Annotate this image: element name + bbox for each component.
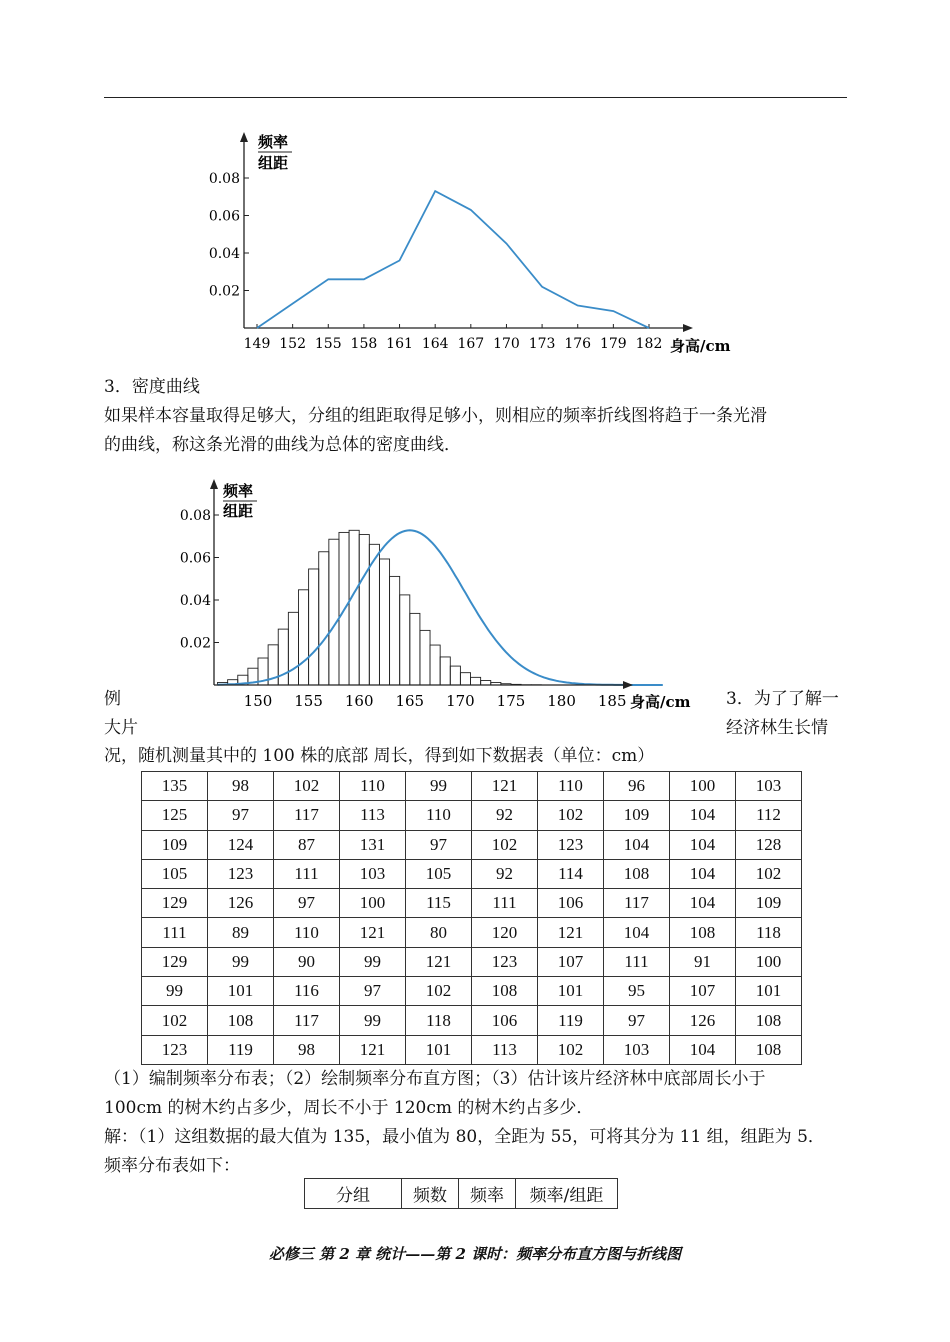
page-footer: 必修三 第 2 章 统计——第 2 课时：频率分布直方图与折线图 (268, 1245, 682, 1263)
table-cell: 116 (274, 977, 340, 1006)
table-cell: 118 (406, 1006, 472, 1035)
example-left-2: 大片 (104, 718, 138, 738)
table-cell: 109 (736, 889, 802, 918)
chart2-ytick-label: 0.04 (179, 593, 211, 609)
table-row (142, 801, 802, 830)
table-cell: 128 (736, 830, 802, 859)
table-cell: 123 (538, 830, 604, 859)
chart2-xunit: 身高/cm (630, 693, 691, 711)
chart1-xtick-label: 167 (457, 336, 485, 352)
freq-header-frequency-per-width: 频率/组距 (516, 1179, 618, 1209)
table-cell: 102 (472, 830, 538, 859)
table-row (142, 1006, 802, 1035)
table-cell: 110 (274, 918, 340, 947)
chart2-histogram-bar (349, 530, 359, 685)
table-cell: 104 (670, 859, 736, 888)
table-cell: 111 (142, 918, 208, 947)
table-cell: 118 (736, 918, 802, 947)
table-cell: 107 (670, 977, 736, 1006)
header-rule (104, 97, 847, 98)
chart1-ytick-label: 0.08 (208, 171, 240, 187)
chart2-histogram-bar (390, 576, 400, 685)
table-cell: 100 (736, 947, 802, 976)
table-cell: 114 (538, 859, 604, 888)
table-cell: 97 (604, 1006, 670, 1035)
table-cell: 112 (736, 801, 802, 830)
table-cell: 99 (340, 1006, 406, 1035)
chart1-xtick-label: 176 (564, 336, 592, 352)
table-cell: 98 (208, 772, 274, 801)
chart1-xtick-label: 155 (314, 336, 342, 352)
chart2-histogram-bar (410, 613, 420, 685)
chart2-histogram-bar (379, 559, 389, 685)
table-cell: 91 (670, 947, 736, 976)
chart1-xtick-label: 179 (599, 336, 627, 352)
density-histogram-svg (165, 475, 705, 715)
chart2-histogram-bar (481, 681, 491, 685)
table-cell: 121 (340, 1035, 406, 1064)
table-cell: 119 (538, 1006, 604, 1035)
chart2-histogram-bar (440, 657, 450, 685)
chart2-histogram-bar (298, 590, 308, 685)
table-cell: 131 (340, 830, 406, 859)
table-cell: 108 (736, 1035, 802, 1064)
table-cell: 120 (472, 918, 538, 947)
chart1-xtick-label: 152 (279, 336, 307, 352)
table-cell: 97 (406, 830, 472, 859)
chart2-ylabel-top: 频率 (223, 482, 254, 500)
table-cell: 108 (604, 859, 670, 888)
table-cell: 117 (604, 889, 670, 918)
table-row (142, 947, 802, 976)
solution-line-2: 频率分布表如下： (104, 1156, 240, 1176)
chart1-xtick-label: 149 (243, 336, 271, 352)
table-cell: 104 (670, 830, 736, 859)
table-cell: 102 (406, 977, 472, 1006)
question-line-2: 100cm 的树木约占多少，周长不小于 120cm 的树木约占多少． (104, 1098, 594, 1118)
chart2-histogram-bar (329, 539, 339, 685)
table-cell: 123 (208, 859, 274, 888)
table-cell: 100 (670, 772, 736, 801)
table-cell: 102 (142, 1006, 208, 1035)
chart2-x-axis-arrow (623, 681, 633, 689)
table-cell: 92 (472, 801, 538, 830)
chart1-xtick-label: 173 (528, 336, 556, 352)
table-cell: 103 (604, 1035, 670, 1064)
table-cell: 108 (736, 1006, 802, 1035)
table-cell: 117 (274, 801, 340, 830)
chart1-xtick-label: 170 (493, 336, 520, 352)
table-cell: 106 (472, 1006, 538, 1035)
table-cell: 124 (208, 830, 274, 859)
chart1-x-axis-arrow (683, 324, 693, 332)
table-cell: 129 (142, 947, 208, 976)
chart2-xtick-label: 170 (446, 692, 475, 710)
table-cell: 104 (670, 1035, 736, 1064)
table-cell: 104 (604, 830, 670, 859)
chart1-xtick-label: 182 (635, 336, 663, 352)
table-cell: 121 (538, 918, 604, 947)
table-cell: 102 (736, 859, 802, 888)
table-cell: 113 (340, 801, 406, 830)
chart1-xtick-label: 161 (386, 336, 413, 352)
chart1-xtick-label: 164 (421, 336, 449, 352)
chart2-histogram-bar (319, 552, 329, 685)
section3-title: 3．密度曲线 (104, 377, 200, 397)
table-cell: 123 (472, 947, 538, 976)
table-cell: 108 (208, 1006, 274, 1035)
chart2-histogram-bar (400, 595, 410, 685)
table-cell: 102 (274, 772, 340, 801)
frequency-distribution-table-header (304, 1178, 618, 1209)
chart2-histogram-bar (359, 535, 369, 685)
chart2-histogram-bar (450, 666, 460, 685)
chart2-ytick-label: 0.06 (179, 550, 211, 567)
table-cell: 95 (604, 977, 670, 1006)
table-cell: 99 (340, 947, 406, 976)
table-cell: 110 (340, 772, 406, 801)
table-cell: 105 (142, 859, 208, 888)
example-right-2: 经济林生长情 (726, 718, 828, 738)
table-cell: 104 (670, 889, 736, 918)
chart1-ylabel-top: 频率 (258, 133, 289, 151)
table-cell: 110 (538, 772, 604, 801)
table-cell: 126 (670, 1006, 736, 1035)
table-cell: 110 (406, 801, 472, 830)
chart1-y-axis-arrow (240, 132, 248, 142)
freq-header-group: 分组 (305, 1179, 402, 1209)
chart2-y-axis-arrow (210, 479, 218, 489)
chart2-ytick-label: 0.08 (179, 508, 211, 524)
frequency-polygon-chart (200, 128, 745, 358)
table-cell: 101 (538, 977, 604, 1006)
table-cell: 101 (736, 977, 802, 1006)
table-row (142, 772, 802, 801)
table-cell: 102 (538, 1035, 604, 1064)
chart1-ytick-label: 0.06 (208, 208, 240, 225)
chart1-ytick-label: 0.04 (208, 246, 240, 262)
chart1-xtick-label: 158 (350, 336, 378, 352)
table-cell: 90 (274, 947, 340, 976)
question-line-1: （1）编制频率分布表；（2）绘制频率分布直方图；（3）估计该片经济林中底部周长小于 (104, 1069, 766, 1089)
table-cell: 107 (538, 947, 604, 976)
table-cell: 105 (406, 859, 472, 888)
table-cell: 109 (142, 830, 208, 859)
chart1-ytick-label: 0.02 (208, 283, 240, 300)
solution-line-1: 解：（1）这组数据的最大值为 135，最小值为 80，全距为 55，可将其分为 11 组，组距为 5． (104, 1127, 825, 1147)
section3-paragraph-line2: 的曲线，称这条光滑的曲线为总体的密度曲线． (104, 435, 461, 455)
chart2-ytick-label: 0.02 (179, 635, 211, 652)
table-cell: 80 (406, 918, 472, 947)
chart1-series-line (257, 191, 649, 328)
table-cell: 99 (142, 977, 208, 1006)
table-row (142, 1035, 802, 1064)
example-left-1: 例 (104, 689, 121, 709)
table-cell: 108 (472, 977, 538, 1006)
table-cell: 99 (208, 947, 274, 976)
section3-paragraph-line1: 如果样本容量取得足够大，分组的组距取得足够小，则相应的频率折线图将趋于一条光滑 (104, 406, 767, 426)
chart2-xtick-label: 175 (496, 692, 526, 710)
chart2-xtick-label: 180 (547, 692, 576, 710)
table-row (142, 977, 802, 1006)
table-row (142, 859, 802, 888)
frequency-polygon-svg (200, 128, 745, 358)
table-cell: 126 (208, 889, 274, 918)
table-cell: 104 (604, 918, 670, 947)
table-cell: 117 (274, 1006, 340, 1035)
table-cell: 109 (604, 801, 670, 830)
table-row (142, 830, 802, 859)
table-cell: 97 (274, 889, 340, 918)
table-cell: 101 (406, 1035, 472, 1064)
table-cell: 111 (472, 889, 538, 918)
chart2-histogram-bar (460, 673, 470, 685)
table-cell: 100 (340, 889, 406, 918)
table-cell: 87 (274, 830, 340, 859)
chart1-ylabel-bottom: 组距 (258, 154, 289, 172)
freq-header-frequency: 频率 (459, 1179, 516, 1209)
table-cell: 96 (604, 772, 670, 801)
table-cell: 101 (208, 977, 274, 1006)
chart2-xtick-label: 155 (294, 692, 323, 710)
freq-header-count: 频数 (402, 1179, 459, 1209)
table-cell: 111 (274, 859, 340, 888)
chart2-xtick-label: 165 (395, 692, 425, 710)
table-cell: 123 (142, 1035, 208, 1064)
table-cell: 92 (472, 859, 538, 888)
table-cell: 98 (274, 1035, 340, 1064)
chart2-xtick-label: 160 (344, 692, 374, 710)
chart2-ylabel-bottom: 组距 (223, 502, 254, 520)
table-cell: 97 (208, 801, 274, 830)
table-cell: 97 (340, 977, 406, 1006)
chart2-histogram-bar (420, 630, 430, 685)
table-cell: 89 (208, 918, 274, 947)
table-cell: 119 (208, 1035, 274, 1064)
table-cell: 113 (472, 1035, 538, 1064)
table-cell: 135 (142, 772, 208, 801)
example-right-1: 3．为了了解一 (726, 689, 839, 709)
chart2-histogram-bar (471, 677, 481, 685)
chart2-histogram-bar (288, 612, 298, 685)
table-cell: 99 (406, 772, 472, 801)
table-cell: 121 (340, 918, 406, 947)
chart2-xtick-label: 185 (597, 692, 627, 710)
table-cell: 111 (604, 947, 670, 976)
table-cell: 115 (406, 889, 472, 918)
table-cell: 103 (736, 772, 802, 801)
circumference-data-table (141, 771, 802, 1065)
table-cell: 125 (142, 801, 208, 830)
table-cell: 102 (538, 801, 604, 830)
density-histogram-chart (165, 475, 705, 715)
table-row (142, 889, 802, 918)
table-cell: 108 (670, 918, 736, 947)
chart2-histogram-bar (430, 645, 440, 685)
chart2-xtick-label: 150 (243, 692, 273, 710)
chart2-histogram-bar (309, 569, 319, 685)
table-cell: 121 (472, 772, 538, 801)
table-cell: 121 (406, 947, 472, 976)
table-cell: 106 (538, 889, 604, 918)
chart1-xunit: 身高/cm (670, 337, 731, 355)
example-line-3: 况，随机测量其中的 100 株的底部 周长，得到如下数据表（单位：cm） (104, 746, 655, 766)
table-row (142, 918, 802, 947)
table-cell: 103 (340, 859, 406, 888)
table-cell: 129 (142, 889, 208, 918)
table-cell: 104 (670, 801, 736, 830)
